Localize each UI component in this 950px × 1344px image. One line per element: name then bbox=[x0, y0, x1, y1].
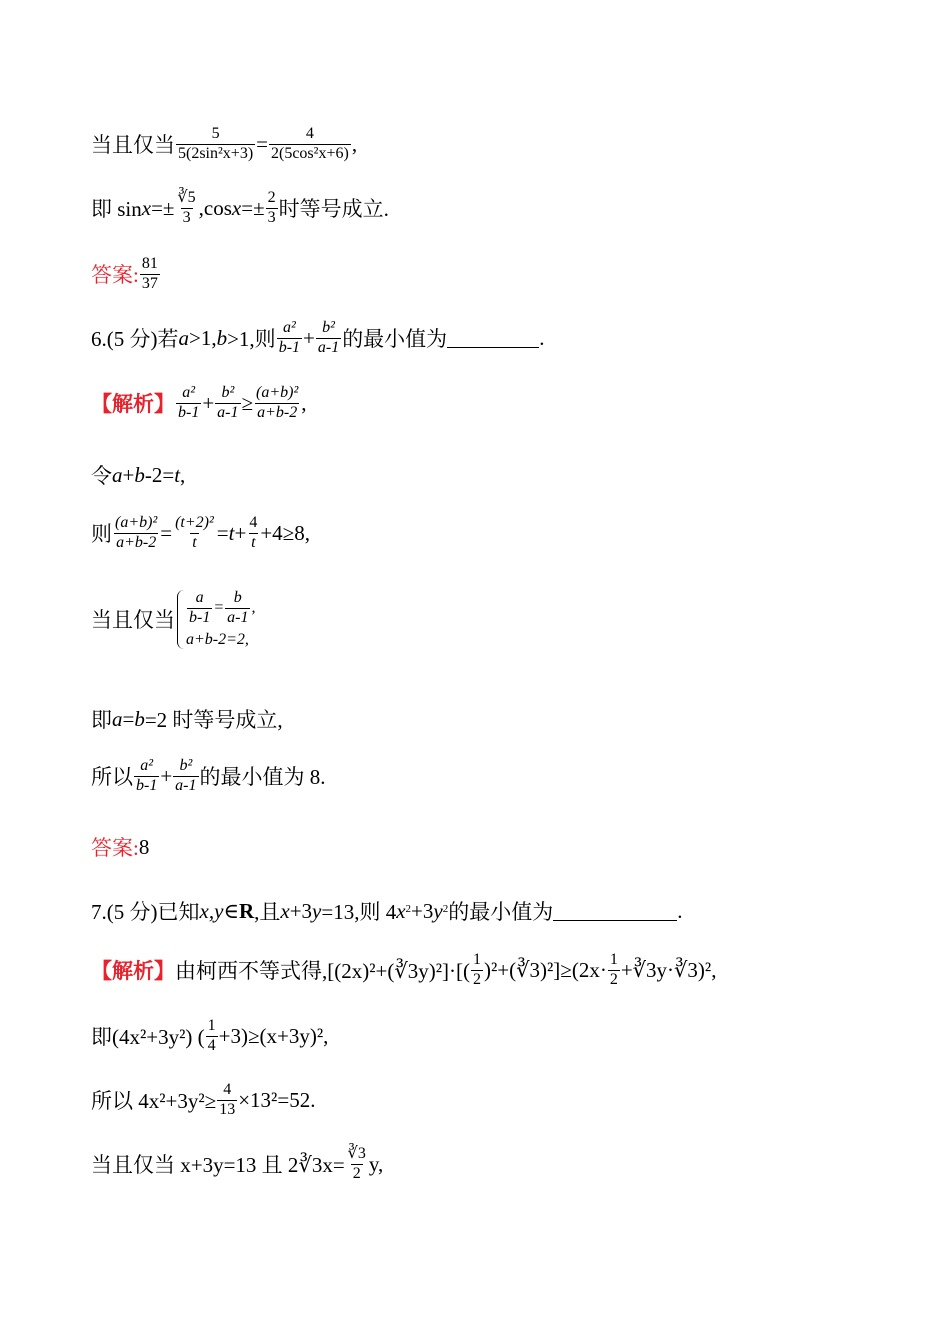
text: + bbox=[303, 325, 315, 350]
text: 的最小值为 bbox=[448, 900, 554, 924]
text: 6.(5 分)若 bbox=[91, 327, 179, 352]
numerator: 1 bbox=[207, 1017, 216, 1034]
numerator: b² bbox=[179, 757, 193, 774]
text: , bbox=[301, 390, 307, 415]
variable: b bbox=[134, 706, 145, 731]
text: 令 bbox=[91, 464, 112, 488]
text: 所以 4x²+3y²≥ bbox=[91, 1089, 217, 1114]
variable: b bbox=[216, 325, 228, 350]
numerator: a² bbox=[140, 757, 154, 774]
variable: t bbox=[174, 462, 181, 487]
variable: x bbox=[141, 195, 152, 220]
text: = bbox=[213, 599, 225, 617]
analysis-label: 【解析】 bbox=[91, 959, 175, 984]
text: , bbox=[180, 462, 186, 487]
conclusion-line bbox=[91, 758, 326, 795]
denominator: b-1 bbox=[278, 338, 301, 356]
text: 当且仅当 x+3y=13 且 2∛3x= bbox=[91, 1153, 345, 1178]
question-6 bbox=[91, 320, 544, 357]
text: -2= bbox=[144, 462, 175, 487]
text: >1, bbox=[189, 325, 217, 350]
denominator: a-1 bbox=[217, 403, 239, 421]
denominator: t bbox=[251, 533, 256, 551]
text: 则 bbox=[91, 522, 112, 547]
answer-line bbox=[91, 256, 161, 293]
numerator: (t+2)² bbox=[175, 514, 214, 531]
answer-fraction bbox=[140, 256, 160, 293]
analysis-7 bbox=[91, 952, 716, 989]
real-set-symbol: R bbox=[238, 898, 255, 923]
fraction bbox=[471, 952, 483, 989]
denominator: b-1 bbox=[136, 776, 158, 794]
equation-system bbox=[177, 590, 255, 649]
text: ∈ bbox=[223, 898, 239, 923]
fraction bbox=[225, 590, 250, 627]
denominator: 3 bbox=[182, 208, 191, 226]
fraction bbox=[173, 515, 216, 552]
numerator: b² bbox=[322, 319, 335, 336]
numerator: a² bbox=[182, 384, 196, 401]
fraction bbox=[316, 320, 341, 357]
variable: a bbox=[112, 706, 123, 731]
denominator: a-1 bbox=[227, 608, 249, 626]
text: +3 bbox=[289, 898, 313, 923]
text: , bbox=[351, 131, 358, 156]
numerator: b bbox=[233, 589, 242, 606]
text: >1,则 bbox=[227, 327, 276, 352]
denominator: b-1 bbox=[189, 608, 211, 626]
text: +3 bbox=[411, 898, 434, 923]
equality-system-line bbox=[91, 590, 255, 649]
fraction bbox=[254, 385, 300, 422]
numerator: 4 bbox=[223, 1081, 232, 1098]
text: , bbox=[251, 599, 256, 617]
text: 由柯西不等式得,[(2x)²+(∛3y)²]·[( bbox=[175, 959, 471, 984]
text: = bbox=[256, 131, 268, 156]
variable: b bbox=[134, 462, 145, 487]
text: 即 sin bbox=[91, 197, 142, 222]
fraction bbox=[176, 385, 201, 422]
fraction bbox=[217, 1082, 237, 1119]
equality-result-line bbox=[91, 190, 389, 227]
denominator: b-1 bbox=[178, 403, 200, 421]
text: +∛3y·∛3)², bbox=[620, 957, 717, 982]
numerator: 1 bbox=[609, 951, 618, 968]
numerator: (a+b)² bbox=[256, 384, 299, 401]
text: = bbox=[122, 706, 135, 731]
denominator: a+b-2 bbox=[116, 533, 157, 551]
brace bbox=[177, 590, 184, 649]
text: + bbox=[234, 520, 247, 545]
text: . bbox=[677, 898, 683, 923]
analysis-6 bbox=[91, 385, 307, 422]
equality-condition-line bbox=[91, 126, 357, 163]
text: ×13²=52. bbox=[238, 1087, 316, 1112]
numerator: a² bbox=[282, 319, 296, 336]
denominator: 2 bbox=[609, 970, 618, 988]
substitution-line bbox=[91, 460, 185, 490]
text: 即(4x²+3y²) ( bbox=[91, 1025, 205, 1050]
variable: x,y bbox=[199, 898, 224, 923]
numerator: 2 bbox=[267, 189, 276, 206]
system-row: a+b-2=2, bbox=[186, 630, 249, 648]
numerator: a bbox=[195, 589, 204, 606]
variable: a bbox=[178, 325, 189, 350]
numerator: 4 bbox=[249, 514, 258, 531]
text: . bbox=[539, 325, 545, 350]
text: 时等号成立. bbox=[278, 197, 389, 222]
fraction bbox=[176, 126, 255, 163]
text: +4≥8, bbox=[260, 520, 310, 545]
derivation-line bbox=[91, 1018, 328, 1055]
text: ,且 bbox=[254, 900, 281, 924]
fraction bbox=[173, 758, 198, 795]
numerator: (a+b)² bbox=[115, 514, 158, 531]
answer-line bbox=[91, 832, 149, 862]
answer-blank[interactable] bbox=[553, 902, 677, 921]
text: )²+(∛3)²]≥(2x· bbox=[484, 957, 607, 982]
equality-condition-line bbox=[91, 1146, 383, 1183]
text: =± bbox=[241, 195, 265, 220]
fraction bbox=[215, 385, 240, 422]
numerator: 5 bbox=[211, 125, 220, 142]
fraction bbox=[247, 515, 259, 552]
system-row bbox=[186, 590, 255, 627]
answer-blank[interactable] bbox=[447, 329, 539, 348]
text: 当且仅当 bbox=[91, 133, 175, 158]
text: = bbox=[160, 520, 173, 545]
fraction bbox=[134, 758, 159, 795]
fraction bbox=[269, 126, 351, 163]
text: 所以 bbox=[91, 765, 133, 790]
text: ≥ bbox=[241, 390, 254, 415]
variable: y bbox=[433, 898, 443, 923]
numerator: 81 bbox=[141, 255, 158, 272]
variable: x bbox=[231, 195, 242, 220]
variable: a bbox=[112, 462, 123, 487]
denominator: 3 bbox=[267, 208, 276, 226]
text: +3)≥(x+3y)², bbox=[218, 1023, 329, 1048]
text: 的最小值为 bbox=[342, 327, 448, 352]
numerator: b² bbox=[221, 384, 235, 401]
fraction bbox=[113, 515, 159, 552]
denominator: 2 bbox=[352, 1164, 361, 1182]
text: = bbox=[216, 520, 229, 545]
fraction bbox=[608, 952, 620, 989]
denominator: a-1 bbox=[317, 338, 340, 356]
text: 即 bbox=[91, 708, 112, 732]
variable: x bbox=[280, 898, 290, 923]
text: ,cos bbox=[198, 195, 232, 220]
fraction bbox=[266, 190, 278, 227]
numerator: 1 bbox=[473, 951, 482, 968]
text: + bbox=[122, 462, 135, 487]
variable: t bbox=[228, 520, 235, 545]
question-7: 7.(5 分)已知 x,y ∈ R ,且 x +3 y =13,则 4 x 2 +3 y 2 的最小值为 . bbox=[91, 896, 682, 926]
fraction bbox=[187, 590, 212, 627]
text: + bbox=[160, 763, 173, 788]
text: 7.(5 分)已知 bbox=[91, 900, 200, 924]
conclusion-line bbox=[91, 1082, 315, 1119]
denominator: t bbox=[192, 533, 197, 551]
denominator: 13 bbox=[219, 1100, 236, 1118]
analysis-label: 【解析】 bbox=[91, 392, 175, 417]
answer-value: 8 bbox=[138, 834, 150, 859]
denominator: a-1 bbox=[175, 776, 197, 794]
fraction bbox=[277, 320, 302, 357]
fraction bbox=[206, 1018, 218, 1055]
text: =± bbox=[151, 195, 175, 220]
variable: x bbox=[396, 898, 406, 923]
denominator: 4 bbox=[207, 1036, 216, 1054]
numerator: ∛5 bbox=[177, 189, 196, 206]
answer-label: 答案: bbox=[91, 836, 139, 860]
denominator: 5(2sin²x+3) bbox=[178, 144, 254, 162]
numerator: ∛3 bbox=[347, 1145, 366, 1162]
variable: y bbox=[312, 898, 322, 923]
text: + bbox=[202, 390, 215, 415]
denominator: 37 bbox=[141, 274, 158, 292]
denominator: 2(5cos²x+6) bbox=[271, 144, 349, 162]
equality-result-line bbox=[91, 704, 283, 734]
derivation-line bbox=[91, 515, 310, 552]
text: 当且仅当 bbox=[91, 608, 175, 633]
fraction bbox=[346, 1146, 368, 1183]
text: y, bbox=[368, 1151, 384, 1176]
text: 的最小值为 8. bbox=[199, 765, 326, 790]
denominator: 2 bbox=[473, 970, 482, 988]
answer-label: 答案: bbox=[91, 263, 139, 288]
text: =2 时等号成立, bbox=[144, 708, 283, 732]
fraction bbox=[175, 190, 197, 227]
numerator: 4 bbox=[305, 125, 314, 142]
denominator: a+b-2 bbox=[257, 403, 298, 421]
text: =13,则 4 bbox=[321, 900, 397, 924]
